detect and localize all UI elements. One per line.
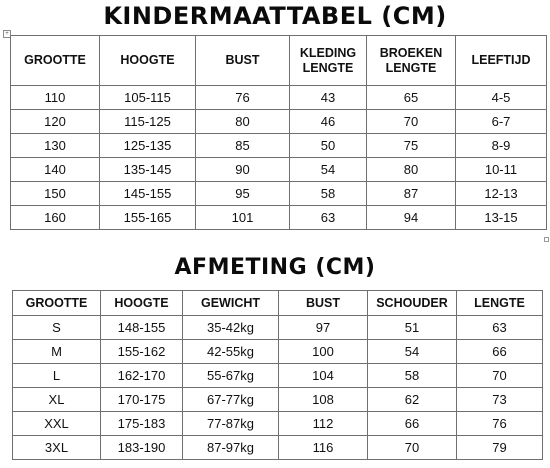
table-cell: 73 (457, 388, 543, 412)
table-cell: 135-145 (100, 158, 196, 182)
table-cell: 130 (11, 134, 100, 158)
table-cell: 6-7 (456, 110, 547, 134)
table-row (13, 412, 543, 436)
table-cell: 155-165 (100, 206, 196, 230)
table-cell: 183-190 (101, 436, 183, 460)
kids-size-table (10, 35, 547, 230)
table-cell: 97 (279, 316, 368, 340)
table-cell: 100 (279, 340, 368, 364)
table-cell: 95 (196, 182, 290, 206)
table-cell: 55-67kg (183, 364, 279, 388)
table-cell: 70 (368, 436, 457, 460)
table-cell: 10-11 (456, 158, 547, 182)
table-cell: 80 (367, 158, 456, 182)
table-cell: 160 (11, 206, 100, 230)
table-cell: 3XL (13, 436, 101, 460)
table-cell: 162-170 (101, 364, 183, 388)
table-cell: 145-155 (100, 182, 196, 206)
table-cell: 13-15 (456, 206, 547, 230)
table-cell: 76 (196, 86, 290, 110)
table-row (11, 206, 547, 230)
table-cell: 155-162 (101, 340, 183, 364)
table-cell: 66 (368, 412, 457, 436)
table-cell: 116 (279, 436, 368, 460)
table-cell: 58 (290, 182, 367, 206)
column-header: LEEFTIJD (456, 36, 547, 86)
table-cell: 85 (196, 134, 290, 158)
table-row (11, 158, 547, 182)
table-move-handle-icon[interactable]: + (3, 30, 11, 38)
table-cell: 79 (457, 436, 543, 460)
table-cell: 120 (11, 110, 100, 134)
table-cell: L (13, 364, 101, 388)
column-header: LENGTE (457, 291, 543, 316)
table-cell: 43 (290, 86, 367, 110)
table-cell: 4-5 (456, 86, 547, 110)
table-cell: 175-183 (101, 412, 183, 436)
table-cell: 112 (279, 412, 368, 436)
table-cell: 170-175 (101, 388, 183, 412)
table-cell: 12-13 (456, 182, 547, 206)
table-cell: M (13, 340, 101, 364)
table-row (11, 182, 547, 206)
table-cell: 54 (368, 340, 457, 364)
table-row (11, 86, 547, 110)
table-header-row (11, 36, 547, 86)
table-cell: 87-97kg (183, 436, 279, 460)
table-header-row (13, 291, 543, 316)
table-cell: 70 (457, 364, 543, 388)
table-cell: 35-42kg (183, 316, 279, 340)
table-cell: 125-135 (100, 134, 196, 158)
column-header: BUST (196, 36, 290, 86)
table-cell: XXL (13, 412, 101, 436)
table-cell: 101 (196, 206, 290, 230)
table-cell: 87 (367, 182, 456, 206)
table-cell: 104 (279, 364, 368, 388)
table-cell: 67-77kg (183, 388, 279, 412)
column-header: HOOGTE (100, 36, 196, 86)
table-row (11, 110, 547, 134)
table-cell: 148-155 (101, 316, 183, 340)
table-cell: 62 (368, 388, 457, 412)
table-cell: 80 (196, 110, 290, 134)
table-cell: 63 (290, 206, 367, 230)
table-row (13, 388, 543, 412)
size-chart-table (12, 290, 543, 460)
column-header: BUST (279, 291, 368, 316)
table-cell: 76 (457, 412, 543, 436)
table-cell: 51 (368, 316, 457, 340)
table-cell: 58 (368, 364, 457, 388)
table-cell: 42-55kg (183, 340, 279, 364)
table-row (11, 134, 547, 158)
column-header: KLEDING LENGTE (290, 36, 367, 86)
table-row (13, 436, 543, 460)
table-cell: 150 (11, 182, 100, 206)
table-cell: 63 (457, 316, 543, 340)
column-header: GROOTTE (11, 36, 100, 86)
table-cell: 75 (367, 134, 456, 158)
table-cell: 8-9 (456, 134, 547, 158)
table-cell: 46 (290, 110, 367, 134)
table-cell: 70 (367, 110, 456, 134)
size-chart-title: AFMETING (CM) (174, 255, 376, 280)
column-header: GROOTTE (13, 291, 101, 316)
table-cell: 65 (367, 86, 456, 110)
table-cell: 110 (11, 86, 100, 110)
table-row (13, 340, 543, 364)
table-cell: 54 (290, 158, 367, 182)
table-cell: S (13, 316, 101, 340)
column-header: SCHOUDER (368, 291, 457, 316)
column-header: BROEKEN LENGTE (367, 36, 456, 86)
table-cell: 105-115 (100, 86, 196, 110)
column-header: HOOGTE (101, 291, 183, 316)
table-cell: 66 (457, 340, 543, 364)
table-cell: 108 (279, 388, 368, 412)
table-cell: 50 (290, 134, 367, 158)
table-row (13, 316, 543, 340)
table-cell: 90 (196, 158, 290, 182)
column-header: GEWICHT (183, 291, 279, 316)
table-cell: 140 (11, 158, 100, 182)
table-cell: XL (13, 388, 101, 412)
table-cell: 115-125 (100, 110, 196, 134)
table-resize-handle-icon[interactable] (544, 237, 549, 242)
table-cell: 77-87kg (183, 412, 279, 436)
table-cell: 94 (367, 206, 456, 230)
table-row (13, 364, 543, 388)
kids-size-table-title: KINDERMAATTABEL (CM) (103, 2, 447, 30)
